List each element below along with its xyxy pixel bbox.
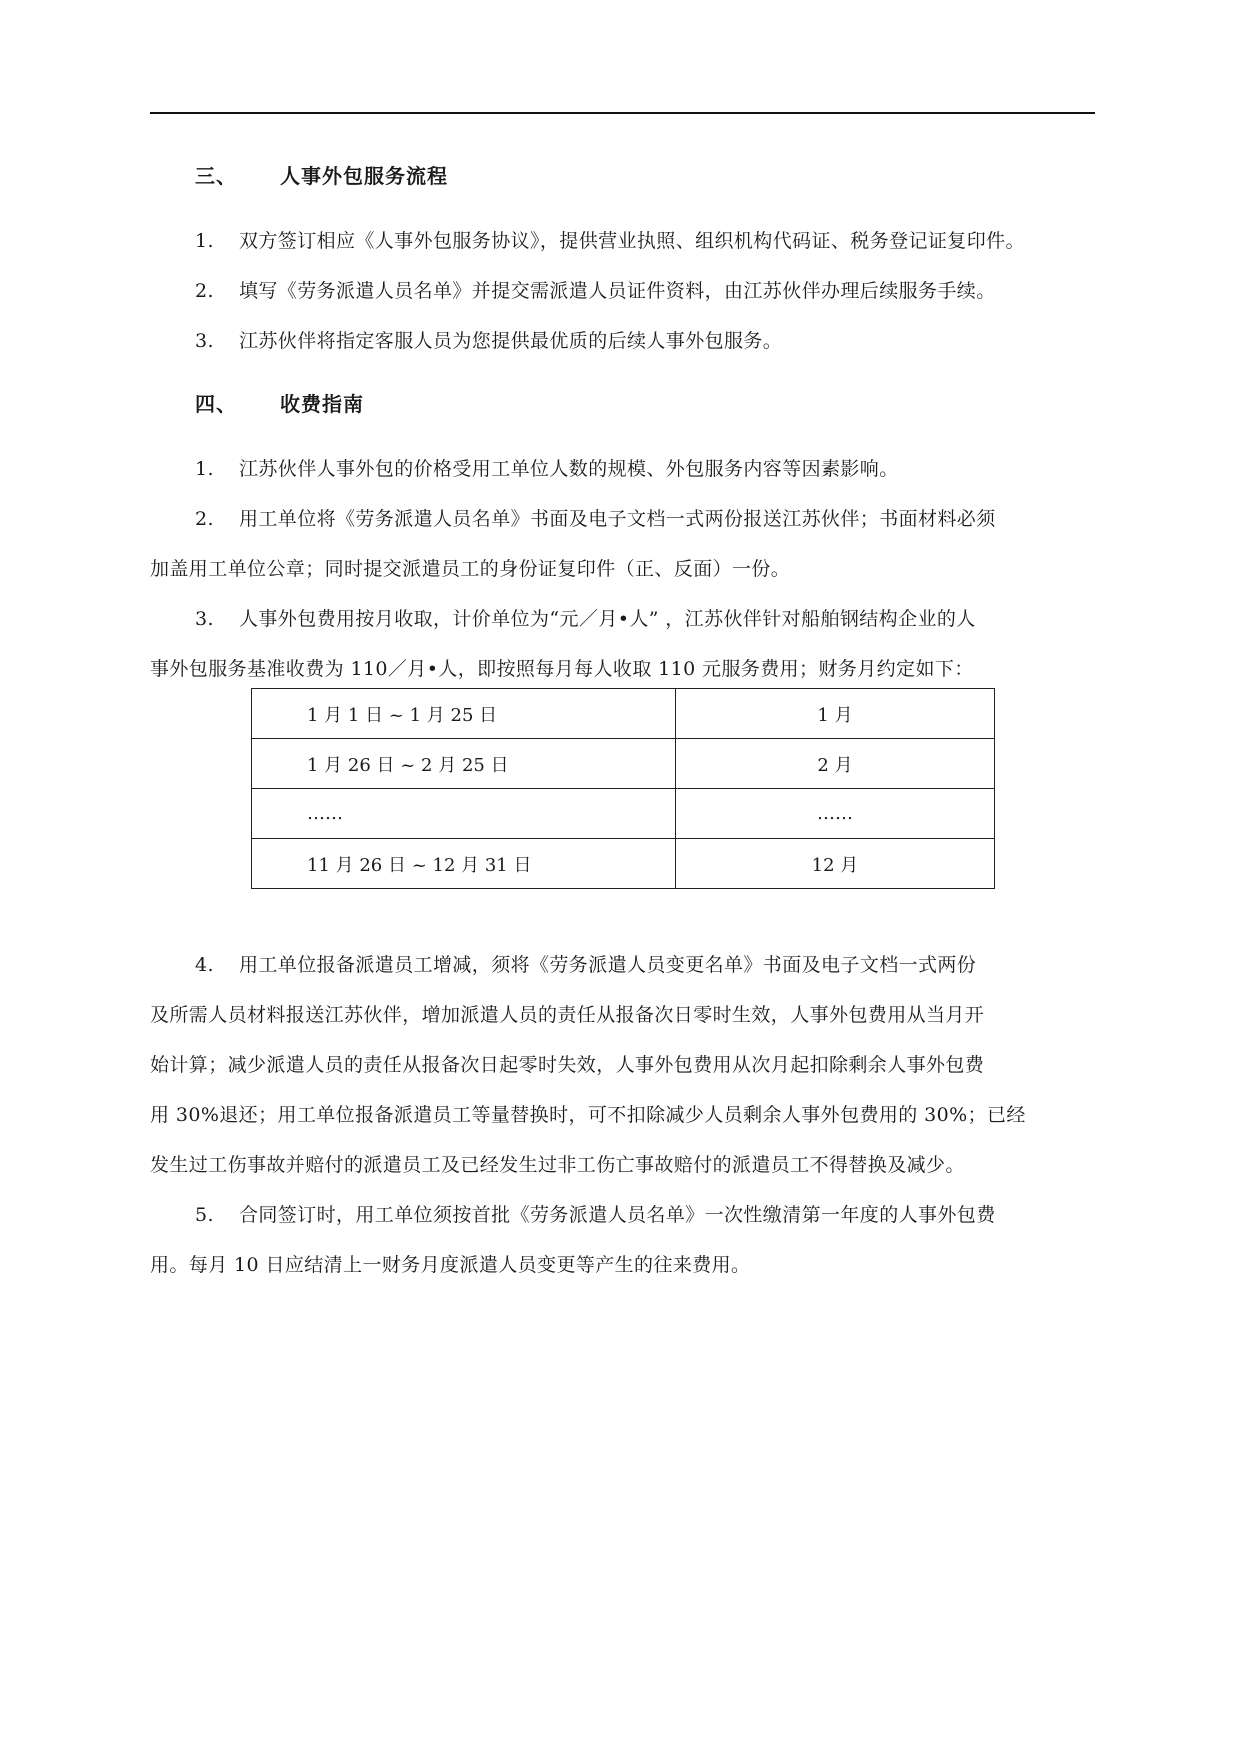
- item-text: 双方签订相应《人事外包服务协议》，提供营业执照、组织机构代码证、税务登记证复印件。: [239, 230, 1025, 252]
- section3-item-1: [195, 226, 1025, 253]
- section3-title: 人事外包服务流程: [280, 164, 448, 188]
- item-text: 合同签订时，用工单位须按首批《劳务派遣人员名单》一次性缴清第一年度的人事外包费: [239, 1204, 996, 1226]
- period-cell: 11 月 26 日 ~ 12 月 31 日: [252, 839, 676, 889]
- section3-item-2: [195, 276, 996, 303]
- month-cell: 2 月: [676, 739, 995, 789]
- table-row: [252, 789, 995, 839]
- item-text: 用工单位报备派遣员工增减，须将《劳务派遣人员变更名单》书面及电子文档一式两份: [239, 954, 977, 976]
- item-text: 江苏伙伴人事外包的价格受用工单位人数的规模、外包服务内容等因素影响。: [239, 458, 899, 480]
- period-cell: 1 月 1 日 ~ 1 月 25 日: [252, 689, 676, 739]
- month-cell: 12 月: [676, 839, 995, 889]
- month-cell: 1 月: [676, 689, 995, 739]
- item-number: 3.: [195, 330, 214, 352]
- item-text: 填写《劳务派遣人员名单》并提交需派遣人员证件资料，由江苏伙伴办理后续服务手续。: [239, 280, 996, 302]
- section4-item-3-line2: 事外包服务基准收费为 110／月•人，即按照每月每人收取 110 元服务费用；财务月约定如下：: [150, 658, 974, 680]
- period-cell: 1 月 26 日 ~ 2 月 25 日: [252, 739, 676, 789]
- item-number: 2.: [195, 280, 214, 302]
- item-number: 1.: [195, 458, 214, 480]
- table-row: [252, 839, 995, 889]
- section4-item-3-line1: [195, 604, 976, 631]
- section4-item-4-line2: 及所需人员材料报送江苏伙伴，增加派遣人员的责任从报备次日零时生效，人事外包费用从当月开: [150, 1004, 985, 1026]
- item-number: 5.: [195, 1204, 214, 1226]
- item-number: 4.: [195, 954, 214, 976]
- section3-number: 三、: [195, 164, 237, 188]
- item-number: 1.: [195, 230, 214, 252]
- section3-heading: [195, 160, 448, 189]
- item-number: 3.: [195, 608, 214, 630]
- table-row: [252, 739, 995, 789]
- section4-item-1: [195, 454, 899, 481]
- month-cell: ……: [676, 789, 995, 839]
- item-number: 2.: [195, 508, 214, 530]
- item-text: 江苏伙伴将指定客服人员为您提供最优质的后续人事外包服务。: [239, 330, 783, 352]
- section4-item-5-line1: [195, 1200, 996, 1227]
- section4-item-4-line4: 用 30%退还；用工单位报备派遣员工等量替换时，可不扣除减少人员剩余人事外包费用的 30%；已经: [150, 1104, 1026, 1126]
- section4-item-4-line5: 发生过工伤事故并赔付的派遣员工及已经发生过非工伤亡事故赔付的派遣员工不得替换及减少。: [150, 1154, 965, 1176]
- fiscal-month-table: [251, 688, 995, 889]
- section4-item-4-line3: 始计算；减少派遣人员的责任从报备次日起零时失效，人事外包费用从次月起扣除剩余人事外包费: [150, 1054, 985, 1076]
- table-row: [252, 689, 995, 739]
- section4-item-2-line2: 加盖用工单位公章；同时提交派遣员工的身份证复印件（正、反面）一份。: [150, 558, 791, 580]
- period-cell: ……: [252, 789, 676, 839]
- section4-title: 收费指南: [280, 392, 364, 416]
- section4-item-2-line1: [195, 504, 1095, 531]
- section4-item-5-line2: 用。每月 10 日应结清上一财务月度派遣人员变更等产生的往来费用。: [150, 1254, 751, 1276]
- header-rule: [150, 112, 1095, 114]
- section4-item-4-line1: [195, 950, 976, 977]
- item-text: 用工单位将《劳务派遣人员名单》书面及电子文档一式两份报送江苏伙伴；书面材料必须: [239, 508, 996, 530]
- section4-number: 四、: [195, 392, 237, 416]
- section4-heading: [195, 388, 364, 417]
- section3-item-3: [195, 326, 782, 353]
- item-text: 人事外包费用按月收取，计价单位为“元／月•人” ，江苏伙伴针对船舶钢结构企业的人: [239, 608, 976, 630]
